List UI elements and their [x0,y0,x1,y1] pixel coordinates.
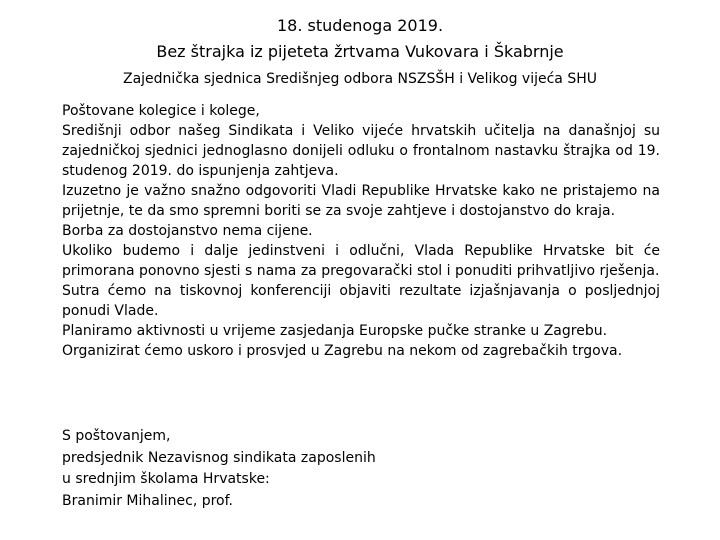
closing: S poštovanjem, [62,428,171,444]
signer-role-line-2: u srednjim školama Hrvatske: [62,471,270,488]
greeting: Poštovane kolegice i kolege, [62,103,260,119]
letter-body [62,101,660,361]
document-headline: Bez štrajka iz pijeteta žrtvama Vukovara i Škabrnje [156,42,564,61]
paragraph-press-conference: Sutra ćemo na tiskovnoj konferenciji objaviti rezultate izjašnjavanja o posljednjoj ponudi Vlade. [62,283,660,319]
paragraph-dignity: Borba za dostojanstvo nema cijene. [62,223,313,239]
paragraph-unity: Ukoliko budemo i dalje jedinstveni i odlučni, Vlada Republike Hrvatske bit će primorana ponovno sjesti s nama za pregovarački stol i ponuditi prihvatljivo rješenja. [62,243,660,279]
document-date: 18. studenoga 2019. [276,16,444,35]
signer-role-line-1: predsjednik Nezavisnog sindikata zaposlenih [62,449,376,466]
paragraph-protest: Organizirat ćemo uskoro i prosvjed u Zagrebu na nekom od zagrebačkih trgova. [62,343,623,359]
paragraph-activities: Planiramo aktivnosti u vrijeme zasjedanja Europske pučke stranke u Zagrebu. [62,323,608,339]
signature-block [62,426,660,513]
signer-name: Branimir Mihalinec, prof. [62,493,233,510]
paragraph-response: Izuzetno je važno snažno odgovoriti Vladi Republike Hrvatske kako ne pristajemo na prijetnje, te da smo spremni boriti se za svoje zahtjeve i dostojanstvo do kraja. [62,183,660,219]
paragraph-decision: Središnji odbor našeg Sindikata i Veliko vijeće hrvatskih učitelja na današnjoj su zajedničkoj sjednici jednoglasno donijeli odluku o frontalnom nastavku štrajka od 19. studenog 2019. do ispunjenja zahtjeva. [62,123,660,179]
document-subtitle: Zajednička sjednica Središnjeg odbora NSZSŠH i Velikog vijeća SHU [122,71,597,87]
